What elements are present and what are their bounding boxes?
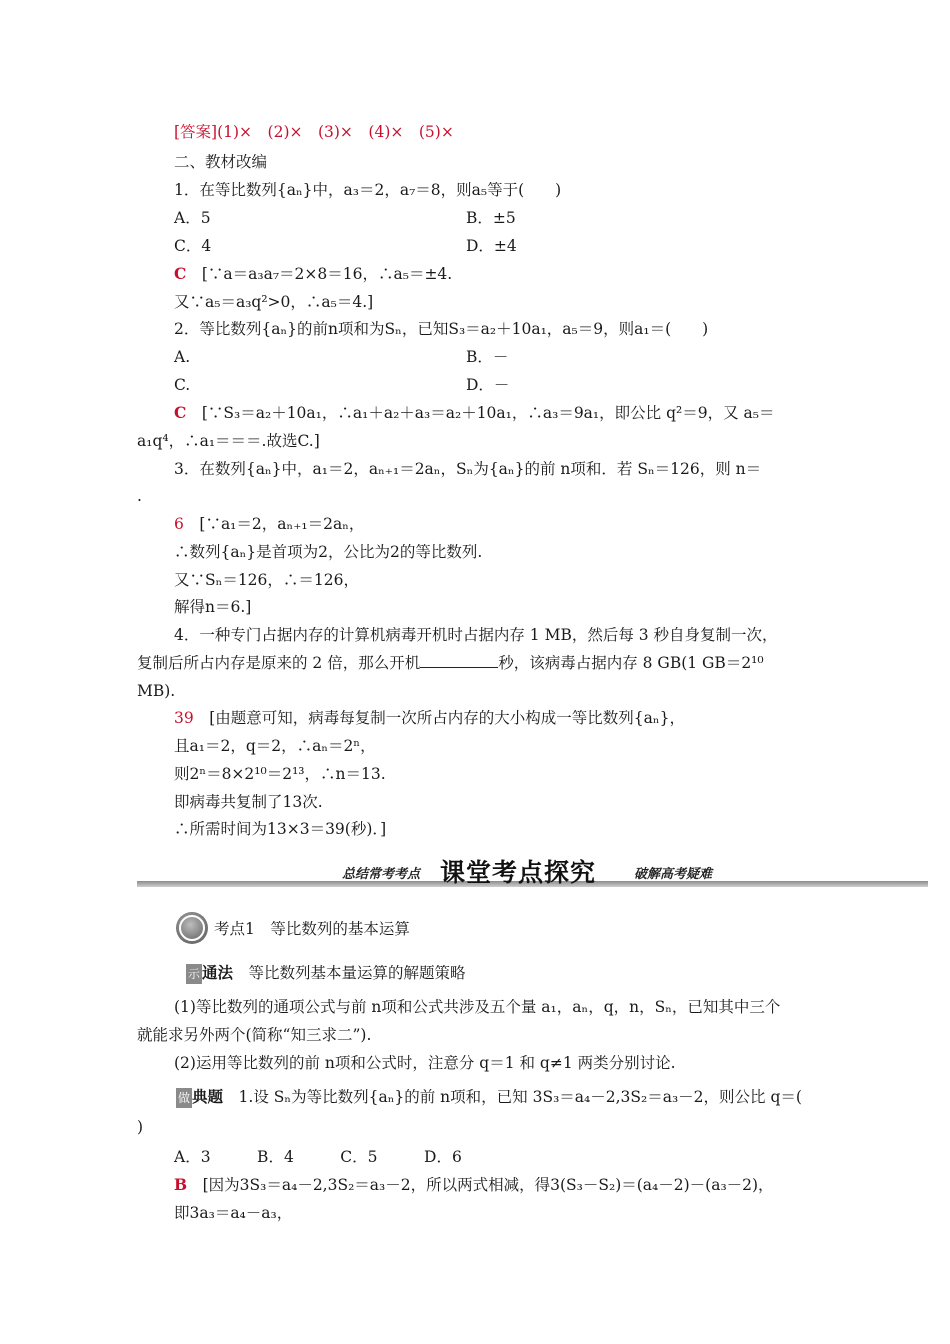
option-b: B．－	[466, 348, 509, 366]
solution-4-line4: 即病毒共复制了13次.	[174, 793, 323, 811]
example-tag-label: 典题	[192, 1087, 224, 1106]
method-tag-icon: 示	[186, 964, 202, 984]
question-4: 4．一种专门占据内存的计算机病毒开机时占据内存 1 MB，然后每 3 秒自身复制一次，	[174, 626, 778, 644]
solution-3	[174, 514, 364, 534]
option-a: A．5	[174, 209, 211, 227]
banner-title: 课堂考点探究	[440, 858, 597, 887]
solution-3-line4: 解得n＝6.]	[174, 598, 252, 616]
solution-3-line2: ∴数列{aₙ}是首项为2，公比为2的等比数列.	[174, 543, 483, 561]
option-d: D．±4	[466, 237, 517, 255]
answer-value: 39	[174, 709, 194, 727]
solution-4-line3: 则2ⁿ＝8×2¹⁰＝2¹³，∴n＝13.	[174, 765, 386, 783]
example-tag-icon: 做	[176, 1088, 192, 1108]
question-1: 1．在等比数列{aₙ}中，a₃＝2，a₇＝8，则a₅等于( )	[174, 181, 562, 199]
solution-4-line2: 且a₁＝2，q＝2，∴aₙ＝2ⁿ，	[174, 737, 376, 755]
option-b: B．±5	[466, 209, 516, 227]
topic-heading: 考点1 等比数列的基本运算	[214, 920, 410, 938]
section-heading: 二、教材改编	[174, 153, 268, 171]
answer-blank	[420, 653, 498, 668]
option-a: A.	[174, 348, 191, 366]
method-title: 等比数列基本量运算的解题策略	[248, 964, 466, 982]
answer-letter: C	[174, 403, 187, 422]
section-banner	[137, 853, 928, 893]
answer-line	[174, 122, 454, 142]
topic-circle-icon	[176, 912, 208, 944]
answer-letter: B	[174, 1175, 188, 1194]
solution-text: [∵a₁＝2，aₙ₊₁＝2aₙ，	[199, 515, 365, 533]
method-line	[186, 963, 466, 983]
solution-2	[174, 403, 774, 423]
example-question-cont: )	[137, 1118, 144, 1136]
solution-text: [因为3S₃＝a₄－2,3S₂＝a₃－2，所以两式相减，得3(S₃－S₂)＝(a₄－2)－(a₃－2)，	[202, 1176, 774, 1194]
answer-text: [答案](1)× (2)× (3)× (4)× (5)×	[174, 123, 454, 141]
method-point-1-cont: 就能求另外两个(简称“知三求二”).	[137, 1026, 372, 1044]
question-3-cont: .	[137, 487, 142, 505]
solution-1	[174, 264, 452, 284]
question-3: 3．在数列{aₙ}中，a₁＝2，aₙ₊₁＝2aₙ，Sₙ为{aₙ}的前 n项和．若 Sₙ＝126，则 n＝	[174, 460, 762, 478]
solution-2-cont: a₁q⁴，∴a₁＝＝＝.故选C.]	[137, 432, 320, 450]
option-d: D．－	[466, 376, 510, 394]
method-point-1: (1)等比数列的通项公式与前 n项和公式共涉及五个量 a₁，aₙ，q，n，Sₙ，已知其中三个	[174, 998, 781, 1016]
option-c: C．4	[174, 237, 212, 255]
solution-text: [由题意可知，病毒每复制一次所占内存的大小构成一等比数列{aₙ}，	[209, 709, 685, 727]
banner-right-text: 破解高考疑难	[634, 867, 713, 882]
banner-left-text: 总结常考考点	[342, 867, 421, 882]
solution-4	[174, 708, 685, 728]
question-text: 秒，该病毒占据内存 8 GB(1 GB＝2¹⁰	[498, 654, 764, 672]
example-line	[176, 1087, 802, 1107]
option-c: C.	[174, 376, 191, 394]
solution-text: [∵a＝a₃a₇＝2×8＝16，∴a₅＝±4.	[201, 265, 453, 283]
method-tag-label: 通法	[202, 963, 234, 982]
answer-letter: C	[174, 264, 187, 283]
example-solution	[174, 1175, 774, 1195]
solution-4-line5: ∴所需时间为13×3＝39(秒)．]	[174, 820, 387, 838]
method-point-2: (2)运用等比数列的前 n项和公式时，注意分 q＝1 和 q≠1 两类分别讨论.	[174, 1054, 676, 1072]
question-4-end: MB).	[137, 682, 176, 700]
example-options: A．3 B．4 C．5 D．6	[174, 1148, 462, 1166]
question-text: 复制后所占内存是原来的 2 倍，那么开机	[137, 654, 421, 672]
solution-text: [∵S₃＝a₂＋10a₁，∴a₁＋a₂＋a₃＝a₂＋10a₁，∴a₃＝9a₁，即公比 q²＝9，又 a₅＝	[201, 404, 775, 422]
solution-1-cont: 又∵a₅＝a₃q²>0，∴a₅＝4.]	[174, 293, 374, 311]
question-4-cont	[137, 653, 764, 673]
solution-3-line3: 又∵Sₙ＝126，∴＝126，	[174, 571, 359, 589]
example-solution-cont: 即3a₃＝a₄－a₃，	[174, 1204, 293, 1222]
question-2: 2．等比数列{aₙ}的前n项和为Sₙ，已知S₃＝a₂＋10a₁，a₅＝9，则a₁＝( )	[174, 320, 709, 338]
example-question: 1.设 Sₙ为等比数列{aₙ}的前 n项和，已知 3S₃＝a₄－2,3S₂＝a₃－2，则公比 q＝(	[238, 1088, 802, 1106]
answer-value: 6	[174, 515, 184, 533]
